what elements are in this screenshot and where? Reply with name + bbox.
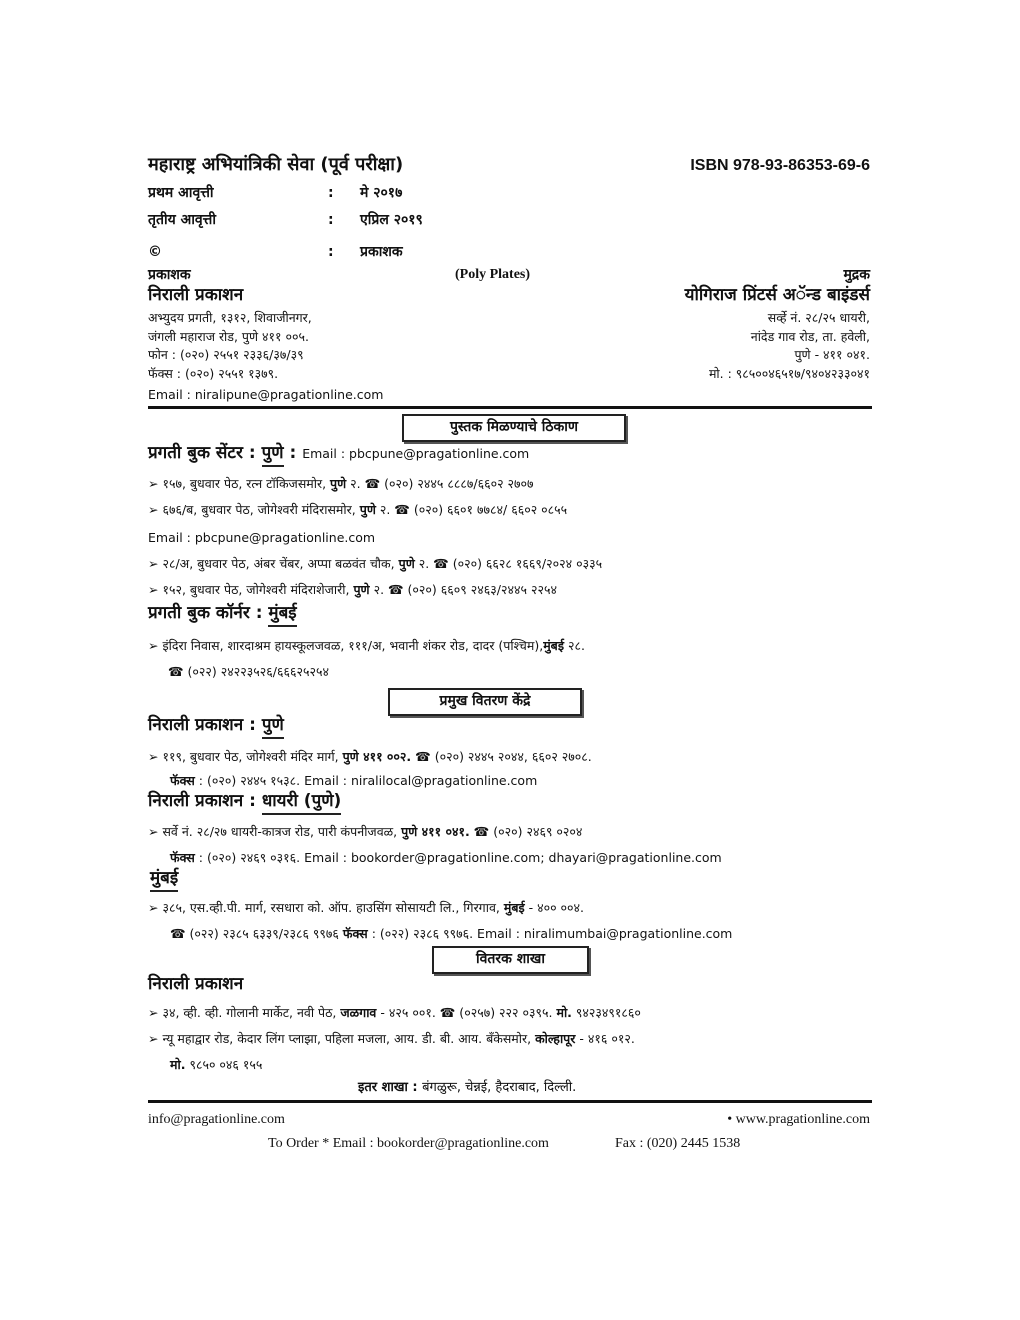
address-line [358,1078,576,1098]
text-segment: ➢ ६७६/ब, बुधवार पेठ, जोगेश्वरी मंदिरासमोर, [148,502,360,517]
text-segment: बंगळुरू, चेन्नई, हैदराबाद, दिल्ली. [422,1080,577,1095]
address-line [170,848,722,868]
text-segment: २. ☎ (०२०) ६६२८ १६६९/२०२४ ०३३५ [414,556,603,571]
publisher-label: प्रकाशक [148,267,191,283]
address-line [148,554,602,574]
address-line [148,474,534,494]
np-dhayari-heading [148,791,341,815]
address-line [148,580,557,600]
bold-segment: जळगाव [340,1005,377,1020]
text-segment: ☎ (०२२) २४२२३५२६/६६६२५२५४ [168,664,329,679]
heading-city: पुणे [262,443,284,467]
text-segment: ➢ इंदिरा निवास, शारदाश्रम हायस्कूलजवळ, १११/अ, भवानी शंकर रोड, दादर (पश्चिम), [148,638,544,653]
address-line [168,662,329,682]
printer-mobile: मो. : ९८५००४६५१७/९४०४२३३०४१ [708,366,870,381]
text-segment: ☎ (०२२) २३८५ ६३३९/२३८६ ९९७६ [170,926,343,941]
heading-city: मुंबई [268,603,296,627]
edition-value-2: एप्रिल २०१९ [360,212,423,228]
colon: : [328,185,334,201]
heading-city: धायरी (पुणे) [262,791,341,815]
text-segment: ➢ १५२, बुधवार पेठ, जोगेश्वरी मंदिराशेजारी, [148,582,354,597]
text-segment: : (०२०) २४६९ ०३१६. Email : bookorder@pragationline.com; dhayari@pragationline.com [194,850,722,865]
isbn: ISBN 978-93-86353-69-6 [690,157,870,174]
printer-name: योगिराज प्रिंटर्स अॅन्ड बाइंडर्स [684,285,870,305]
address-line [170,924,732,944]
address-line [148,747,592,767]
np-pune-heading [148,715,284,739]
mumbai-heading [150,868,178,892]
text-segment: ➢ ११९, बुधवार पेठ, जोगेश्वरी मंदिर मार्ग, [148,749,343,764]
colon: : [328,244,334,260]
text-segment: ☎ (०२०) २४६९ ०२०४ [469,824,583,839]
bold-segment: पुणे [398,556,415,571]
text-segment: - ४०० ००४. [524,900,585,915]
edition-value-1: मे २०१७ [360,185,403,201]
address-line [148,528,375,548]
heading-city: मुंबई [150,868,178,892]
text-segment: ➢ न्यू महाद्वार रोड, केदार लिंग प्लाझा, पहिला मजला, आय. डी. बी. आय. बँकेसमोर, [148,1031,536,1046]
pbc-pune-heading [148,443,529,467]
edition-label-2: तृतीय आवृत्ती [148,212,216,228]
text-segment: ➢ ३८५, एस.व्ही.पी. मार्ग, रसधारा को. ऑप. हाउसिंग सोसायटी लि., गिरगाव, [148,900,504,915]
address-line [148,500,567,520]
text-segment: Email : pbcpune@pragationline.com [148,530,376,545]
branch-heading: निराली प्रकाशन [148,974,244,994]
bold-segment: मुंबई [503,900,525,915]
text-segment: : (०२२) २३८६ ९९७६. Email : niralimumbai@pragationline.com [367,926,733,941]
publisher-name: निराली प्रकाशन [148,285,244,305]
pbc-mumbai-heading [148,603,297,627]
footer-fax: Fax : (020) 2445 1538 [615,1136,741,1151]
footer-website[interactable]: • www.pragationline.com [727,1112,870,1127]
publisher-phone: फोन : (०२०) २५५१ २३३६/३७/३९ [148,347,304,362]
publisher-email: Email : niralipune@pragationline.com [148,387,384,402]
text-segment: - ४१६ ०१२. [575,1031,635,1046]
divider [148,1100,872,1103]
bold-segment: मुंबई [543,638,564,653]
poly-plates: (Poly Plates) [455,267,531,282]
text-segment: ➢ २८/अ, बुधवार पेठ, अंबर चेंबर, अप्पा बळवंत चौक, [148,556,399,571]
heading-sep: : [283,443,303,463]
bold-segment: मो. [556,1005,572,1020]
bold-segment: मो. [170,1057,186,1072]
colon: : [328,212,334,228]
text-segment: : (०२०) २४४५ १५३८. Email : niralilocal@pragationline.com [194,773,538,788]
address-line [148,1003,641,1023]
text-segment: ➢ ३४, व्ही. व्ही. गोलानी मार्केट, नवी पेठ, [148,1005,341,1020]
bold-segment: पुणे [359,502,376,517]
text-segment: २. ☎ (०२०) ६६०१ ७७८४/ ६६०२ ०८५५ [375,502,568,517]
address-line [148,822,582,842]
printer-label: मुद्रक [843,267,870,283]
publisher-fax: फॅक्स : (०२०) २५५१ १३७९. [148,366,279,381]
address-line [148,898,584,918]
bold-segment: इतर शाखा : [358,1080,423,1095]
heading-text: निराली प्रकाशन : [148,791,262,811]
address-line [170,1055,262,1075]
printer-address: सर्व्हे नं. २८/२५ धायरी, [767,310,870,325]
publisher-address: जंगली महाराज रोड, पुणे ४११ ००५. [148,329,309,344]
text-segment: ☎ (०२०) २४४५ २०४४, ६६०२ २७०८. [411,749,592,764]
bold-segment: फॅक्स [170,773,195,788]
printer-address: नांदेड गाव रोड, ता. हवेली, [750,329,870,344]
bold-segment: फॅक्स [342,926,368,941]
section-box-main-centres: प्रमुख वितरण केंद्रे [388,688,582,716]
bold-segment: कोल्हापूर [535,1031,576,1046]
text-segment: २. ☎ (०२०) २४४५ ८८८७/६६०२ २७०७ [346,476,534,491]
address-line [148,636,585,656]
address-line [170,771,537,791]
heading-city: पुणे [262,715,284,739]
footer-order-email: To Order * Email : bookorder@pragationline.com [268,1136,549,1151]
text-segment: ९८५० ०४६ १५५ [185,1057,263,1072]
bold-segment: पुणे [330,476,347,491]
copyright-holder: प्रकाशक [360,244,403,260]
section-box-where-to-buy: पुस्तक मिळण्याचे ठिकाण [402,414,626,442]
divider [148,406,872,409]
heading-text: निराली प्रकाशन : [148,715,262,735]
copyright-symbol: © [148,244,162,260]
text-segment: २. ☎ (०२०) ६६०९ २४६३/२४४५ २२५४ [369,582,557,597]
footer-info-email[interactable]: info@pragationline.com [148,1112,285,1127]
text-segment: ➢ सर्वे नं. २८/२७ धायरी-कात्रज रोड, पारी कंपनीजवळ, [148,824,402,839]
bold-segment: पुणे ४११ ०४१. [401,824,470,839]
address-line [148,1029,635,1049]
bold-segment: पुणे [353,582,370,597]
heading-email: Email : pbcpune@pragationline.com [302,446,530,461]
publisher-address: अभ्युदय प्रगती, १३१२, शिवाजीनगर, [148,310,312,325]
section-box-branches: वितरक शाखा [432,946,589,974]
text-segment: ९४२३४९१८६० [571,1005,641,1020]
bold-segment: फॅक्स [170,850,195,865]
book-title: महाराष्ट्र अभियांत्रिकी सेवा (पूर्व परीक्षा) [148,154,404,175]
heading-text: प्रगती बुक कॉर्नर : [148,603,269,623]
text-segment: ➢ १५७, बुधवार पेठ, रत्न टॉकिजसमोर, [148,476,331,491]
printer-address: पुणे - ४११ ०४१. [794,347,870,362]
text-segment: - ४२५ ००१. ☎ (०२५७) २२२ ०३९५. [376,1005,557,1020]
bold-segment: पुणे ४११ ००२. [342,749,412,764]
edition-label-1: प्रथम आवृत्ती [148,185,214,201]
heading-text: प्रगती बुक सेंटर : [148,443,262,463]
text-segment: २८. [563,638,585,653]
